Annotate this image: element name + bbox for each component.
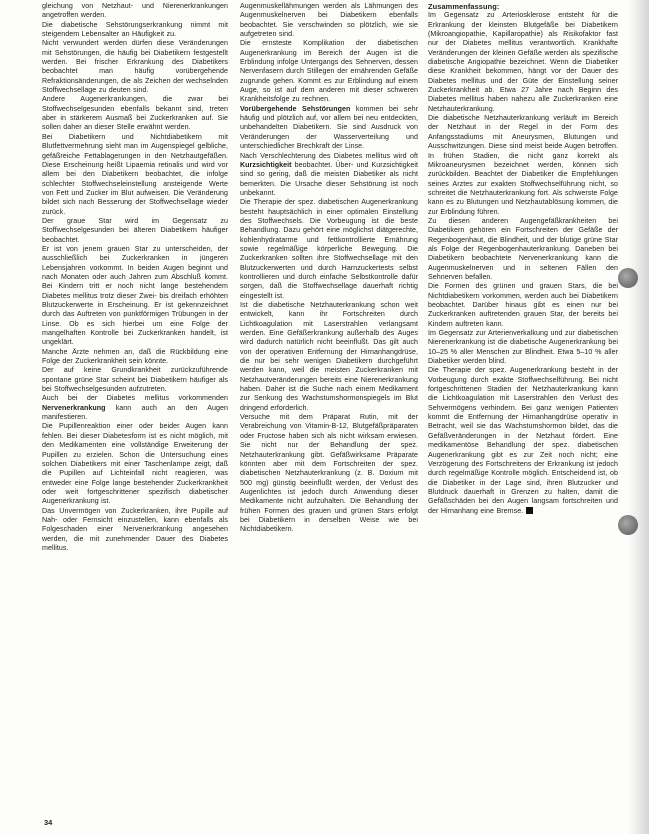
page-number: 34: [44, 818, 53, 827]
vorübergehende-sehstoerungen-term: Vorübergehende Sehstörungen: [240, 104, 351, 113]
column-1-paragraph-4: Andere Augenerkrankungen, die zwar bei Stoffwechselgesunden ebenfalls bekannt sind, treten aber in stärkerem Ausmaß bei Zuckerkranken auf. Sie sollen daher an dieser Stelle erwähnt werden.: [42, 95, 228, 132]
column-1-paragraph-5: Bei Diabetikern und Nichtdiabetikern mit Blutfettvermehrung sieht man im Augenspiegel gelbliche, gefäßreiche Fettablagerungen in den Netzhautgefäßen. Diese Erscheinung heißt Lipaemia retinalis und wird vor allem bei den Diabetikern beobachtet, die infolge schlechter Stoffwechseleinstellung ansteigende Werte von Fett und Zucker im Blut aufweisen. Die Veränderung bildet sich nach Besserung der Stoffwechsellage wieder zurück.: [42, 132, 228, 216]
summary-heading: Zusammenfassung:: [428, 2, 500, 11]
text-column-1: [42, 2, 228, 816]
punch-hole-bottom: [618, 515, 638, 535]
end-of-article-square-icon: [526, 507, 533, 514]
column-2-paragraph-4-text-a: Nach Verschlechterung des Diabetes mellitus wird oft: [240, 151, 418, 160]
column-2-paragraph-3-text: kommen bei sehr häufig und plötzlich auf, vor allem bei neu entdeckten, unbehandelten Diabetikern. Sie sind Ausdruck von Veränderungen der Wasserverteilung und unterschiedlicher Brechkraft der Linse.: [240, 104, 418, 151]
column-3-paragraph-6: [428, 366, 618, 516]
column-1-paragraph-7: Er ist von jenem grauen Star zu unterscheiden, der ausschließlich bei Zuckerkranken in jüngeren Lebensjahren vorkommt. In beiden Augen beginnt und nach Monaten oder auch Jahren zum Abschluß kommt. Bei Kindern tritt er noch nicht lange bestehendem Diabetes mellitus trotz dieser Zwei- bis dreifach erhöhten Blutzuckerwerte in Erscheinung. Er ist gekennzeichnet durch das Auftreten von punktförmigen Trübungen in der Linse. Ob es sich hierbei um eine Folge der mangelhaften Kontrolle bei Zuckerkranken handelt, ist ungeklärt.: [42, 244, 228, 347]
column-1-paragraph-10-text-b: kann auch an den Augen manifestieren.: [42, 403, 228, 422]
column-2-paragraph-3: [240, 105, 418, 152]
column-3-paragraph-3: Zu diesen anderen Augengefäßkrankheiten bei Diabetikern gehören ein Fortschreiten der Gefäße der Regenbogenhaut, die Blindheit, und der blutige grüne Star als Folge der Regenbogenhauterkrankung. Daneben bei Diabetikern beobachtete Nervenerkrankung kann die Augenmuskelnerven und in seltenen Fällen den Sehnerven befallen.: [428, 216, 618, 281]
nervenerkrankung-term: Nervenerkrankung: [42, 403, 106, 412]
punch-hole-top: [618, 268, 638, 288]
column-1-paragraph-8: Manche Ärzte nehmen an, daß die Rückbildung eine Folge der Zuckerkrankheit sein könnte.: [42, 347, 228, 366]
column-1-paragraph-2: Die diabetische Sehstörungserkrankung nimmt mit steigendem Lebensalter an Häufigkeit zu.: [42, 20, 228, 39]
text-column-3: [428, 2, 618, 796]
column-2-paragraph-4: [240, 152, 418, 199]
column-3-paragraph-5: Im Gegensatz zur Arterienverkalkung und zur diabetischen Nierenerkrankung ist die diabetische Augenerkrankung bei 10–25 % aller Menschen zur Blindheit. Etwa 5–10 % aller Diabetiker werden blind.: [428, 329, 618, 366]
column-1-paragraph-9: Der auf keine Grundkrankheit zurückzuführende spontane grüne Star scheint bei Diabetikern häufiger als bei Stoffwechselgesunden aufzutreten.: [42, 366, 228, 394]
column-1-paragraph-11: Die Pupillenreaktion einer oder beider Augen kann fehlen. Bei dieser Diabetesform ist es nicht möglich, mit den Medikamenten eine vollständige Erweiterung der Pupillen zu erzielen. Schon die Untersuchung eines solchen Diabetikers mit einer Taschenlampe zeigt, daß die Pupillen auf Lichteinfall nicht reagieren, was entweder eine Folge lange bestehender Zuckerkrankheit oder weit fortgeschrittener spezifisch diabetischer Augenerkrankung ist.: [42, 422, 228, 506]
text-column-2: [240, 2, 418, 794]
column-2-paragraph-5: Die Therapie der spez. diabetischen Augenerkrankung besteht hauptsächlich in einer optimalen Einstellung des Stoffwechsels. Die Vorbeugung ist die beste Behandlung. Dazu gehört eine möglichst diätgerechte, kohlenhydratarme und fettkontrollierte Ernährung sowie regelmäßige körperliche Bewegung. Die Zuckerkranken sollten ihre Stoffwechsellage mit den Blutzuckerwerten und durch Harnzuckertests selbst kontrollieren und durch einfache Selbstkontrolle dafür sorgen, daß die Stoffwechsellage dauerhaft richtig eingestellt ist.: [240, 198, 418, 300]
column-3-paragraph-1: Im Gegensatz zu Arteriosklerose entsteht für die Erkrankung der kleinsten Blutgefäße bei Diabetikern (Mikroangiopathie, Kapillaropathie) als Risikofaktor fast nur der Diabetes mellitus verantwortlich. Krankhafte Veränderungen der kleinen Gefäße werden als spezifische diabetische Angiopathie bezeichnet. Wenn die Diabetiker diese Krankheit bekommen, hängt vor der Dauer des Diabetes mellitus und der Güte der Einstellung seiner Zuckerkrankheit ab. Etwa 27 Jahre nach Beginn des Diabetes mellitus haben nahezu alle Zuckerkranken eine Netzhauterkrankung.: [428, 11, 618, 113]
column-2-paragraph-6: Ist die diabetische Netzhauterkrankung schon weit entwickelt, kann ihr Fortschreiten durch Lichtkoagulation mit Laserstrahlen verlangsamt werden. Eine Gefäßerkrankung außerhalb des Auges wird dadurch natürlich nicht beeinflußt. Das gilt auch von der operativen Entfernung der Hirnanhangdrüse, die nur bei sehr wenigen Diabetikern durchgeführt werden kann, weil die meisten Zuckerkranken mit Netzhautveränderungen bereits eine Nierenerkrankung haben. Daher ist die Suche nach einem Medikament zur Senkung des Wachstumshormonspiegels im Blut dringend erforderlich.: [240, 301, 418, 412]
column-2-paragraph-1: Augenmuskellähmungen werden als Lähmungen des Augenmuskelnerven bei Diabetikern ebenfalls beobachtet. Sie verschwinden so plötzlich, wie sie aufgetreten sind.: [240, 2, 418, 39]
column-3-paragraph-4: Die Formen des grünen und grauen Stars, die bei Nichtdiabetikern vorkommen, werden auch bei Diabetikern beobachtet. Darüber hinaus gibt es einen nur bei Zuckerkranken auftretenden grauen Star, der bereits bei Kindern auftreten kann.: [428, 282, 618, 328]
column-2-paragraph-2: Die ernsteste Komplikation der diabetischen Augenerkrankung im Bereich der Augen ist die Erblindung infolge Untergangs des Sehnerven, dessen Nervenfasern durch Stillegen der ernährenden Gefäße zugrunde gehen. Kommt es zur Erblindung auf einem Auge, so ist auf dem anderen mit dieser schweren Krankheitsfolge zu rechnen.: [240, 39, 418, 104]
column-1-paragraph-12: Das Unvermögen von Zuckerkranken, ihre Pupille auf Nah- oder Fernsicht einzustellen, kann ebenfalls als Folgeschaden einer Nervenerkrankung angesehen werden, die mit zunehmender Dauer des Diabetes mellitus.: [42, 506, 228, 552]
column-3-paragraph-2: Die diabetische Netzhauterkrankung verläuft im Bereich der Netzhaut in der Regel in der Form des Anfangsstadiums mit Aneurysmen, Blutungen und Ausschwitzungen. Diese sind meist beide Augen betroffen. In frühen Stadien, die nicht ganz korrekt als Mikroaneurysmen bezeichnet werden, können sich zurückbilden. Beachtet der Diabetiker die Empfehlungen seines Arztes zur exakten Stoffwechselführung nicht, so schreitet die Netzhauterkrankung fort. Als schwerste Folge kann es zu Blutungen und Netzhautablösung kommen, die zur Erblindung führen.: [428, 114, 618, 216]
kurzsichtigkeit-term: Kurzsichtigkeit: [240, 160, 292, 169]
column-3-paragraph-6-text: Die Therapie der spez. Augenerkrankung besteht in der Vorbeugung durch exakte Stoffwechselführung. Bei nicht fortgeschrittenen Stadien der Netzhauterkrankung kann die Lichtkoagulation mit Laserstrahlen den Verlust des Sehvermögens verhindern. Bei ganz wenigen Patienten kommt die Entfernung der Hirnanhangdrüse operativ in Betracht, weil sie das Wachstumshormon bildet, das die Gefäßveränderungen in der Netzhaut fördert. Eine medikamentöse Behandlung der spez. diabetischen Augenerkrankung gibt es zur Zeit noch nicht; eine Verzögerung des Fortschreitens der Erkrankung ist jedoch durch regelmäßige Kontrolle möglich. Entscheidend ist, ob die Diabetiker in der Lage sind, ihren Blutzucker und Blutdruck dauerhaft in Grenzen zu halten, damit die Gefäßschäden bei den Augen langsam fortschreiten und der Hirnanhang eine Bremse.: [428, 366, 618, 515]
column-2-paragraph-7: Versuche mit dem Präparat Rutin, mit der Verabreichung von Vitamin-B-12, Blutgefäßpräparaten oder Fructose haben sich als nicht wirksam erwiesen. Sie nicht nur der Behandlung der spez. Netzhauterkrankung gibt. Gefäßwirksame Präparate könnten aber mit dem Fortschreiten der spez. diabetischen Netzhauterkrankung (z. B. Doxium mit 500 mg) günstig beeinflußt werden, der Verlust des Augenlichtes ist jedoch durch Anwendung dieser Medikamente nicht aufzuhalten. Die Behandlung der frühen Formen des grauen und grünen Stars erfolgt bei Diabetikern in derselben Weise wie bei Nichtdiabetikern.: [240, 413, 418, 534]
column-1-paragraph-6: Der graue Star wird im Gegensatz zu Stoffwechselgesunden bei älteren Diabetikern häufiger beobachtet.: [42, 216, 228, 244]
column-1-paragraph-1: gleichung von Netzhaut- und Nierenerkrankungen angetroffen werden.: [42, 2, 228, 20]
column-2-paragraph-4-text-b: beobachtet. Über- und Kurzsichtigkeit sind so gering, daß die meisten Diabetiker als nicht bemerkten. Die Ursache dieser Sehstörung ist noch unbekannt.: [240, 160, 418, 197]
column-1-paragraph-10: [42, 394, 228, 422]
column-1-paragraph-3: Nicht verwundert werden dürfen diese Veränderungen mit Sehstörungen, die häufig bei Diabetikern festgestellt werden. Bei frischer Erkrankung des Diabetikers beobachtet man häufig vorübergehende Refraktionsänderungen, die als Zeichen der wechselnden Stoffwechsellage zu deuten sind.: [42, 39, 228, 95]
column-1-paragraph-10-text-a: Auch bei der Diabetes mellitus vorkommenden: [42, 394, 228, 403]
binding-shadow: [627, 0, 649, 834]
